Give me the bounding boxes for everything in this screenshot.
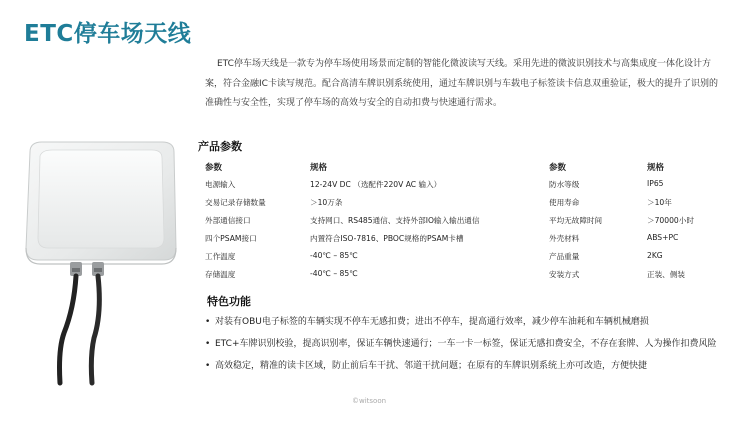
param-name: 外壳材料 <box>549 234 580 243</box>
param-value: ＞70000小时 <box>647 216 694 225</box>
feature-text: 对装有OBU电子标签的车辆实现不停车无感扣费；进出不停车，提高通行效率，减少停车油耗和车辆机械磨损 <box>215 317 649 327</box>
header-spec-2: 规格 <box>647 163 665 173</box>
param-name: 电源输入 <box>205 180 236 189</box>
param-value: 正装、侧装 <box>647 270 685 279</box>
param-value: 支持网口、RS485通信、支持外部IO输入输出通信 <box>310 216 480 225</box>
antenna-device-image <box>20 138 182 388</box>
list-item <box>205 333 725 355</box>
param-name: 外部通信接口 <box>205 216 251 225</box>
feature-text: 高效稳定，精准的读卡区域，防止前后车干扰、邻道干扰问题；在原有的车牌识别系统上亦可改造，方便快捷 <box>215 361 648 371</box>
param-name: 安装方式 <box>549 270 580 279</box>
param-value: IP65 <box>647 179 664 188</box>
param-value: ＞10年 <box>647 198 672 207</box>
list-item <box>205 311 725 333</box>
header-param-2: 参数 <box>549 163 567 173</box>
table-row <box>205 179 725 196</box>
bullet-icon: • <box>205 361 211 371</box>
param-value: 12-24V DC （选配件220V AC 输入） <box>310 180 442 189</box>
feature-text: ETC+车牌识别校验，提高识别率，保证车辆快速通行；一车一卡一标签，保证无感扣费安全，不存在套牌、人为操作扣费风险 <box>215 339 717 349</box>
features-section-title: 特色功能 <box>207 295 251 308</box>
table-row <box>205 269 725 286</box>
table-row <box>205 233 725 250</box>
features-list <box>205 311 725 377</box>
param-value: ABS+PC <box>647 233 679 242</box>
table-row <box>205 197 725 214</box>
param-value: -40℃ – 85℃ <box>310 269 358 278</box>
table-row <box>205 251 725 268</box>
watermark: ©witsoon <box>352 397 387 405</box>
param-value: 2KG <box>647 251 663 260</box>
bullet-icon: • <box>205 339 211 349</box>
page-title: ETC停车场天线 <box>24 21 192 47</box>
param-value: ＞10万条 <box>310 198 343 207</box>
param-name: 使用寿命 <box>549 198 580 207</box>
param-name: 交易记录存储数量 <box>205 198 266 207</box>
list-item <box>205 355 725 377</box>
intro-paragraph: ETC停车场天线是一款专为停车场使用场景而定制的智能化微波读写天线。采用先进的微波识别技术与高集成度一体化设计方案，符合金融IC卡读写规范。配合高清车牌识别系统使用，通过车牌识别与车载电子标签读卡信息双重验证，极大的提升了识别的准确性与安全性，实现了停车场的高效与安全的自动扣费与快速通行需求。 <box>205 59 718 109</box>
header-spec-1: 规格 <box>310 163 328 173</box>
header-param-1: 参数 <box>205 163 223 173</box>
table-header-row <box>205 161 725 178</box>
param-name: 存储温度 <box>205 270 236 279</box>
param-name: 防水等级 <box>549 180 580 189</box>
params-section-title: 产品参数 <box>198 140 242 153</box>
param-name: 平均无故障时间 <box>549 216 603 225</box>
param-value: 内置符合ISO-7816、PBOC规格的PSAM卡槽 <box>310 234 464 243</box>
param-name: 产品重量 <box>549 252 580 261</box>
param-name: 工作温度 <box>205 252 236 261</box>
table-row <box>205 215 725 232</box>
param-value: -40℃ – 85℃ <box>310 251 358 260</box>
bullet-icon: • <box>205 317 211 327</box>
param-name: 四个PSAM接口 <box>205 234 257 243</box>
